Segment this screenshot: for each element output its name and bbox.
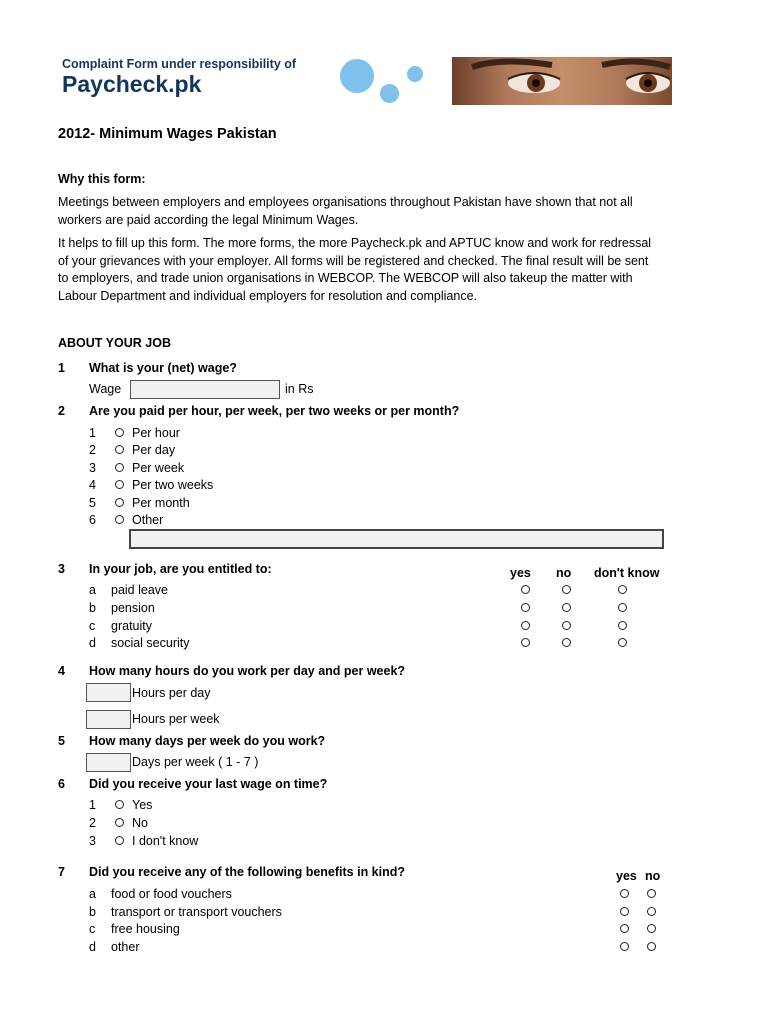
q6-number: 6 [58,777,65,791]
q2-radio-per-hour[interactable] [115,428,124,437]
q4-question: How many hours do you work per day and per week? [89,664,406,678]
q2-option-number: 1 [89,426,96,440]
q3-question: In your job, are you entitled to: [89,562,272,576]
q3-gratuity-dont-know[interactable] [618,621,627,630]
q7-row-letter: c [89,922,96,936]
q2-radio-other[interactable] [115,515,124,524]
q3-pension-no[interactable] [562,603,571,612]
q7-transport-yes[interactable] [620,907,629,916]
days-per-week-input[interactable] [86,753,131,772]
q3-pension-yes[interactable] [521,603,530,612]
q7-row-label: transport or transport vouchers [111,905,282,919]
q3-row-label: pension [111,601,155,615]
q2-option-number: 3 [89,461,96,475]
q7-transport-no[interactable] [647,907,656,916]
q6-option-number: 3 [89,834,96,848]
page-title: 2012- Minimum Wages Pakistan [58,126,277,142]
q2-option-number: 2 [89,443,96,457]
q3-paid-leave-no[interactable] [562,585,571,594]
q3-gratuity-yes[interactable] [521,621,530,630]
q7-row-label: other [111,940,140,954]
q4-number: 4 [58,664,65,678]
q3-paid-leave-dont-know[interactable] [618,585,627,594]
q7-number: 7 [58,865,65,879]
q2-option-number: 6 [89,513,96,527]
q2-radio-per-week[interactable] [115,463,124,472]
q6-radio-dont-know[interactable] [115,836,124,845]
q2-radio-per-two-weeks[interactable] [115,480,124,489]
q3-row-label: social security [111,636,190,650]
q3-col-yes: yes [510,566,531,580]
why-heading: Why this form: [58,172,146,186]
q7-question: Did you receive any of the following benefits in kind? [89,865,406,879]
hours-per-week-label: Hours per week [132,712,220,726]
q3-paid-leave-yes[interactable] [521,585,530,594]
q3-col-dont-know: don't know [594,566,660,580]
why-paragraph-1: Meetings between employers and employees organisations throughout Pakistan have shown that not all workers are paid according the legal Minimum Wages. [58,195,633,227]
q5-question: How many days per week do you work? [89,734,326,748]
q1-wage-label: Wage [89,382,122,396]
q3-pension-dont-know[interactable] [618,603,627,612]
q3-social-security-no[interactable] [562,638,571,647]
q2-option-label: Per month [132,496,190,510]
q2-option-label: Per two weeks [132,478,214,492]
header-subtitle: Complaint Form under responsibility of [62,57,297,71]
days-per-week-label: Days per week ( 1 - 7 ) [132,755,259,769]
decorative-dot-large [340,59,374,93]
logo-pay: Pay [62,71,103,97]
q3-col-no: no [556,566,572,580]
q2-question: Are you paid per hour, per week, per two weeks or per month? [89,404,460,418]
decorative-dot-small [380,84,399,103]
why-paragraph-2: It helps to fill up this form. The more forms, the more Paycheck.pk and APTUC know and work for redressal of your grievances with your employer. All forms will be registered and checked. The final result will be sent to employers, and trade union organisations in WEBCOP. The WEBCOP will also takeup the matter with Labour Department and individual employers for resolution and compliance. [58,236,652,303]
q7-col-no: no [645,869,661,883]
q2-option-number: 4 [89,478,96,492]
q6-option-label: No [132,816,148,830]
q2-other-input[interactable] [129,529,664,549]
q1-number: 1 [58,361,65,375]
paycheck-logo [62,71,201,97]
q2-option-label: Per hour [132,426,180,440]
eyes-banner-image [452,57,672,105]
q3-row-letter: c [89,619,96,633]
q5-number: 5 [58,734,65,748]
q2-option-label: Per day [132,443,176,457]
q3-row-letter: b [89,601,96,615]
q3-social-security-yes[interactable] [521,638,530,647]
logo-rest: check.pk [102,71,202,97]
q7-row-letter: d [89,940,96,954]
q7-row-letter: a [89,887,96,901]
q3-row-label: paid leave [111,583,168,597]
section-heading: ABOUT YOUR JOB [58,336,171,350]
q6-option-number: 1 [89,798,96,812]
q2-radio-per-day[interactable] [115,445,124,454]
q3-number: 3 [58,562,65,576]
q7-other-no[interactable] [647,942,656,951]
q6-question: Did you receive your last wage on time? [89,777,328,791]
q2-option-number: 5 [89,496,96,510]
q6-option-number: 2 [89,816,96,830]
q7-other-yes[interactable] [620,942,629,951]
decorative-dot-medium [407,66,423,82]
q2-option-label: Other [132,513,164,527]
q3-row-letter: d [89,636,96,650]
wage-input[interactable] [130,380,280,399]
q7-food-no[interactable] [647,889,656,898]
q3-row-label: gratuity [111,619,152,633]
q1-unit-label: in Rs [285,382,314,396]
hours-per-week-input[interactable] [86,710,131,729]
q7-row-label: food or food vouchers [111,887,232,901]
q6-option-label: I don't know [132,834,199,848]
q7-row-label: free housing [111,922,180,936]
q1-question: What is your (net) wage? [89,361,237,375]
q3-gratuity-no[interactable] [562,621,571,630]
hours-per-day-label: Hours per day [132,686,211,700]
q6-radio-no[interactable] [115,818,124,827]
hours-per-day-input[interactable] [86,683,131,702]
q7-row-letter: b [89,905,96,919]
q3-row-letter: a [89,583,96,597]
q7-col-yes: yes [616,869,637,883]
q6-option-label: Yes [132,798,153,812]
q7-housing-no[interactable] [647,924,656,933]
q3-social-security-dont-know[interactable] [618,638,627,647]
q2-radio-per-month[interactable] [115,498,124,507]
q7-housing-yes[interactable] [620,924,629,933]
q7-food-yes[interactable] [620,889,629,898]
q2-option-label: Per week [132,461,185,475]
q6-radio-yes[interactable] [115,800,124,809]
q2-number: 2 [58,404,65,418]
